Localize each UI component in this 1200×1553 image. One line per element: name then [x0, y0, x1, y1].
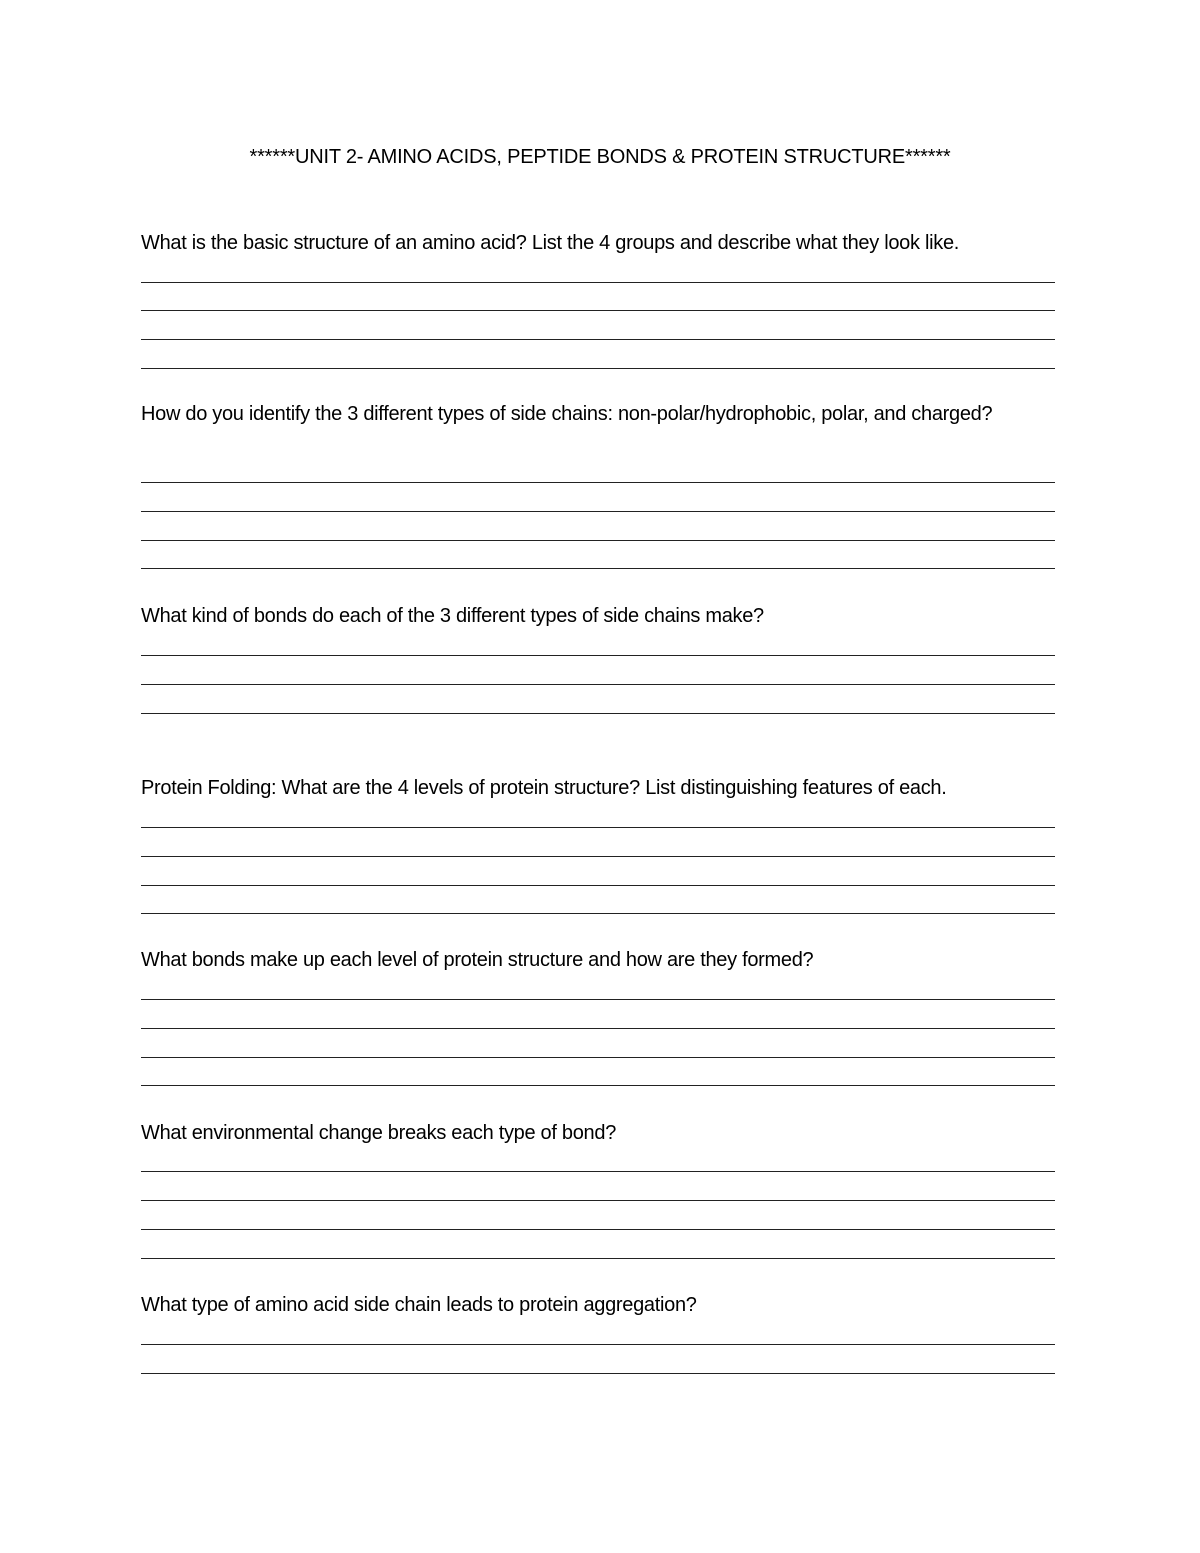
- answer-line: [141, 1057, 1055, 1058]
- answer-line: [141, 282, 1055, 283]
- answer-line: [141, 885, 1055, 886]
- question-2: How do you identify the 3 different types of side chains: non-polar/hydrophobic, polar, and charged?: [141, 403, 993, 425]
- answer-line: [141, 655, 1055, 656]
- question-6: What environmental change breaks each type of bond?: [141, 1122, 617, 1144]
- answer-line: [141, 339, 1055, 340]
- answer-line: [141, 540, 1055, 541]
- answer-line: [141, 568, 1055, 569]
- answer-line: [141, 827, 1055, 828]
- answer-line: [141, 1028, 1055, 1029]
- answer-line: [141, 684, 1055, 685]
- question-7: What type of amino acid side chain leads to protein aggregation?: [141, 1294, 697, 1316]
- answer-line: [141, 713, 1055, 714]
- answer-line: [141, 913, 1055, 914]
- answer-line: [141, 1171, 1055, 1172]
- answer-line: [141, 310, 1055, 311]
- question-1: What is the basic structure of an amino acid? List the 4 groups and describe what they look like.: [141, 232, 960, 254]
- answer-line: [141, 1373, 1055, 1374]
- answer-line: [141, 1344, 1055, 1345]
- answer-line: [141, 368, 1055, 369]
- question-5: What bonds make up each level of protein structure and how are they formed?: [141, 949, 814, 971]
- answer-line: [141, 856, 1055, 857]
- answer-line: [141, 1085, 1055, 1086]
- answer-line: [141, 1229, 1055, 1230]
- answer-line: [141, 1258, 1055, 1259]
- worksheet-title: ******UNIT 2- AMINO ACIDS, PEPTIDE BONDS & PROTEIN STRUCTURE******: [249, 146, 951, 168]
- answer-line: [141, 999, 1055, 1000]
- answer-line: [141, 511, 1055, 512]
- answer-line: [141, 1200, 1055, 1201]
- answer-line: [141, 482, 1055, 483]
- question-4: Protein Folding: What are the 4 levels of protein structure? List distinguishing features of each.: [141, 777, 947, 799]
- question-3: What kind of bonds do each of the 3 different types of side chains make?: [141, 605, 764, 627]
